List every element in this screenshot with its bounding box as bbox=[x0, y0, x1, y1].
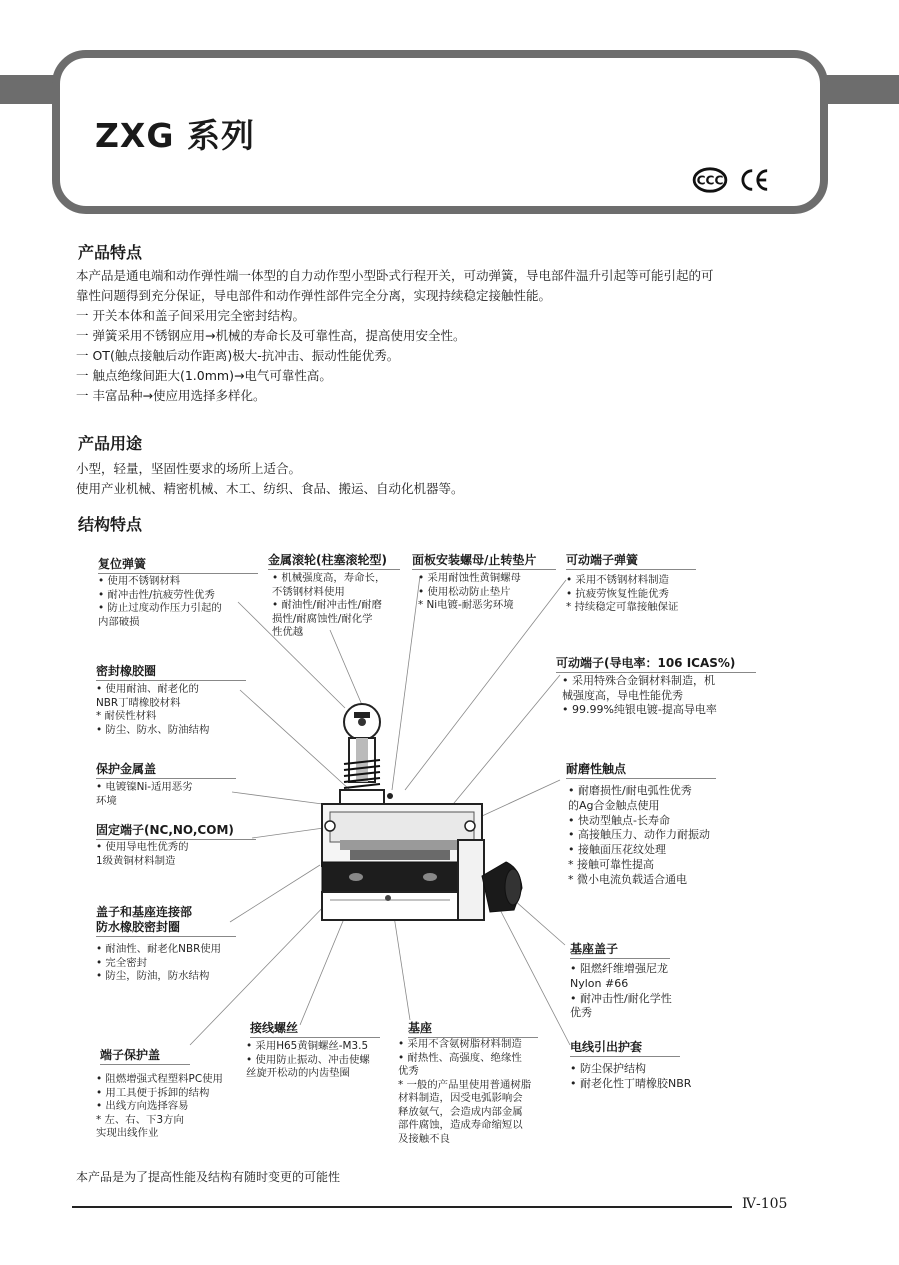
callout-item: * 接触可靠性提高 bbox=[568, 857, 654, 871]
callout-item: • 机械强度高，寿命长， bbox=[272, 572, 386, 584]
callout-roller-items bbox=[272, 572, 385, 640]
callout-panel-nut-title: 面板安装螺母/止转垫片 bbox=[412, 551, 556, 570]
callout-wire-sleeve-title: 电线引出护套 bbox=[570, 1038, 680, 1057]
usage-line: 小型，轻量，坚固性要求的场所上适合。 bbox=[76, 461, 302, 476]
features-line: 一 触点绝缘间距大(1.0mm)→电气可靠性高。 bbox=[76, 368, 332, 383]
callout-item: 械强度高，导电性能优秀 bbox=[562, 688, 683, 702]
callout-item: • 电镀镍Ni-适用恶劣 bbox=[96, 781, 193, 793]
callout-item: 释放氨气，会造成内部金属 bbox=[398, 1105, 523, 1118]
callout-item: • 采用H65黄铜螺丝-M3.5 bbox=[246, 1040, 369, 1052]
callout-item: * 持续稳定可靠接触保证 bbox=[566, 601, 679, 613]
callout-wire-screw-items bbox=[246, 1040, 370, 1081]
callout-item: • 耐老化性丁晴橡胶NBR bbox=[570, 1076, 692, 1090]
svg-text:CCC: CCC bbox=[696, 173, 724, 188]
callout-base-items bbox=[398, 1038, 531, 1146]
features-line: 本产品是通电端和动作弹性端一体型的自力动作型小型卧式行程开关，可动弹簧，导电部件温升引起等可能引起的可 bbox=[76, 268, 714, 283]
callout-wire-sleeve-items bbox=[570, 1062, 691, 1092]
callout-item: • 采用特殊合金铜材料制造，机 bbox=[562, 674, 715, 687]
callout-item: • 接触面压花纹处理 bbox=[568, 843, 666, 857]
features-line: 一 丰富品种→使应用选择多样化。 bbox=[76, 388, 266, 403]
callout-item: 1级黄铜材料制造 bbox=[96, 854, 176, 867]
callout-title-line: 防水橡胶密封圈 bbox=[96, 920, 181, 934]
footer-divider bbox=[72, 1206, 732, 1208]
callout-roller-title: 金属滚轮(柱塞滚轮型) bbox=[268, 551, 400, 570]
callout-item: 不锈钢材料使用 bbox=[272, 585, 345, 598]
usage-heading: 产品用途 bbox=[78, 434, 143, 453]
callout-item: • 采用不含氨树脂材料制造 bbox=[398, 1038, 522, 1050]
callout-seal-rubber-items bbox=[96, 683, 209, 737]
callout-item: 损性/耐腐蚀性/耐化学 bbox=[272, 612, 373, 625]
callout-item: • 防尘，防油，防水结构 bbox=[96, 970, 210, 982]
callout-reset-spring-items bbox=[98, 575, 222, 629]
callout-item: 丝旋开松动的内齿垫圈 bbox=[246, 1067, 350, 1079]
callout-item: • 使用防止振动、冲击使螺 bbox=[246, 1053, 370, 1066]
page-title: ZXG 系列 bbox=[95, 116, 255, 155]
callout-item: 性优越 bbox=[272, 626, 304, 638]
callout-item: • 阻燃纤维增强尼龙 bbox=[570, 962, 668, 975]
callout-seal-rubber-title: 密封橡胶圈 bbox=[96, 662, 246, 681]
callout-item: NBR丁晴橡胶材料 bbox=[96, 696, 181, 709]
callout-item: • 防尘保护结构 bbox=[570, 1062, 646, 1075]
callout-item: * 左、右、下3方向 bbox=[96, 1113, 184, 1126]
callout-movable-terminal-title: 可动端子(导电率：106 ICAS%) bbox=[556, 654, 756, 673]
callout-item: * Ni电镀-耐恶劣环境 bbox=[418, 599, 514, 611]
callout-item: • 快动型触点-长寿命 bbox=[568, 813, 670, 827]
callout-title-line: 盖子和基座连接部 bbox=[96, 905, 193, 919]
callout-item: 实现出线作业 bbox=[96, 1127, 159, 1139]
callout-item: • 耐热性、高强度、绝缘性 bbox=[398, 1051, 522, 1064]
callout-item: * 耐侯性材料 bbox=[96, 710, 157, 722]
callout-item: • 使用导电性优秀的 bbox=[96, 841, 189, 853]
callout-metal-cover-items bbox=[96, 781, 193, 808]
callout-item: • 耐油性、耐老化NBR使用 bbox=[96, 943, 222, 955]
callout-fixed-terminal-items bbox=[96, 841, 189, 868]
callout-item: 优秀 bbox=[570, 1006, 592, 1020]
callout-item: • 耐冲击性/耐化学性 bbox=[570, 991, 672, 1005]
callout-reset-spring-title: 复位弹簧 bbox=[98, 555, 258, 574]
callout-item: • 抗疲劳恢复性能优秀 bbox=[566, 587, 669, 600]
change-notice: 本产品是为了提高性能及结构有随时变更的可能性 bbox=[76, 1170, 341, 1184]
callout-item: • 出线方向选择容易 bbox=[96, 1100, 189, 1112]
callout-terminal-cover-items bbox=[96, 1073, 223, 1141]
structure-heading: 结构特点 bbox=[78, 515, 143, 534]
callout-base-title: 基座 bbox=[408, 1019, 538, 1038]
callout-base-cover-items bbox=[570, 962, 672, 1021]
callout-cover-seal-title bbox=[96, 905, 236, 937]
callout-cover-seal-items bbox=[96, 943, 221, 984]
callout-movable-terminal-items bbox=[562, 674, 717, 718]
callout-item: • 高接触压力、动作力耐振动 bbox=[568, 828, 710, 842]
callout-item: • 采用耐蚀性黄铜螺母 bbox=[418, 572, 521, 584]
features-heading: 产品特点 bbox=[78, 243, 143, 262]
callout-item: • 使用不锈钢材料 bbox=[98, 575, 181, 587]
callout-item: • 99.99%纯银电镀-提高导电率 bbox=[562, 703, 717, 716]
callout-item: • 采用不锈钢材料制造 bbox=[566, 574, 669, 586]
features-line: 一 OT(触点接触后动作距离)极大-抗冲击、振动性能优秀。 bbox=[76, 348, 400, 363]
features-line: 靠性问题得到充分保证，导电部件和动作弹性部件完全分离，实现持续稳定接触性能。 bbox=[76, 288, 552, 303]
callout-terminal-cover-title: 端子保护盖 bbox=[100, 1046, 190, 1065]
callout-metal-cover-title: 保护金属盖 bbox=[96, 760, 236, 779]
callout-item: • 用工具便于拆卸的结构 bbox=[96, 1086, 210, 1099]
callout-item: 优秀 bbox=[398, 1065, 419, 1077]
callout-item: • 耐油性/耐冲击性/耐磨 bbox=[272, 599, 382, 611]
callout-item: 及接触不良 bbox=[398, 1132, 450, 1145]
callout-base-cover-title: 基座盖子 bbox=[570, 940, 670, 959]
callout-fixed-terminal-title: 固定端子(NC,NO,COM) bbox=[96, 821, 256, 840]
page-number: Ⅳ-105 bbox=[742, 1196, 788, 1212]
callout-item: * 微小电流负载适合通电 bbox=[568, 872, 687, 886]
features-line: 一 弹簧采用不锈钢应用→机械的寿命长及可靠性高，提高使用安全性。 bbox=[76, 328, 466, 343]
callout-wire-screw-title: 接线螺丝 bbox=[250, 1019, 380, 1038]
callout-item: * 一般的产品里使用普通树脂 bbox=[398, 1078, 532, 1091]
callout-wear-contact-items bbox=[568, 784, 710, 888]
callout-item: • 完全密封 bbox=[96, 956, 147, 969]
callout-movable-spring-title: 可动端子弹簧 bbox=[566, 551, 696, 570]
callout-item: • 耐冲击性/抗疲劳性优秀 bbox=[98, 588, 215, 601]
callout-item: • 耐磨损性/耐电弧性优秀 bbox=[568, 784, 692, 797]
callout-item: Nylon #66 bbox=[570, 976, 629, 990]
callout-item: • 使用耐油、耐老化的 bbox=[96, 683, 199, 695]
callout-item: • 阻燃增强式程塑料PC使用 bbox=[96, 1073, 223, 1085]
features-line: 一 开关本体和盖子间采用完全密封结构。 bbox=[76, 308, 305, 323]
callout-item: • 防尘、防水、防油结构 bbox=[96, 723, 210, 736]
callout-wear-contact-title: 耐磨性触点 bbox=[566, 760, 716, 779]
usage-line: 使用产业机械、精密机械、木工、纺织、食品、搬运、自动化机器等。 bbox=[76, 481, 464, 496]
callout-item: 材料制造，因受电弧影响会 bbox=[398, 1092, 523, 1104]
callout-item: 的Ag合金触点使用 bbox=[568, 798, 660, 812]
callout-item: 环境 bbox=[96, 794, 117, 807]
callout-item: 部件腐蚀，造成寿命缩短以 bbox=[398, 1119, 523, 1131]
callout-item: • 防止过度动作压力引起的 bbox=[98, 602, 222, 614]
callout-panel-nut-items bbox=[418, 572, 521, 613]
callout-item: • 使用松动防止垫片 bbox=[418, 585, 511, 598]
callout-item: 内部破损 bbox=[98, 615, 140, 628]
callout-movable-spring-items bbox=[566, 574, 678, 615]
